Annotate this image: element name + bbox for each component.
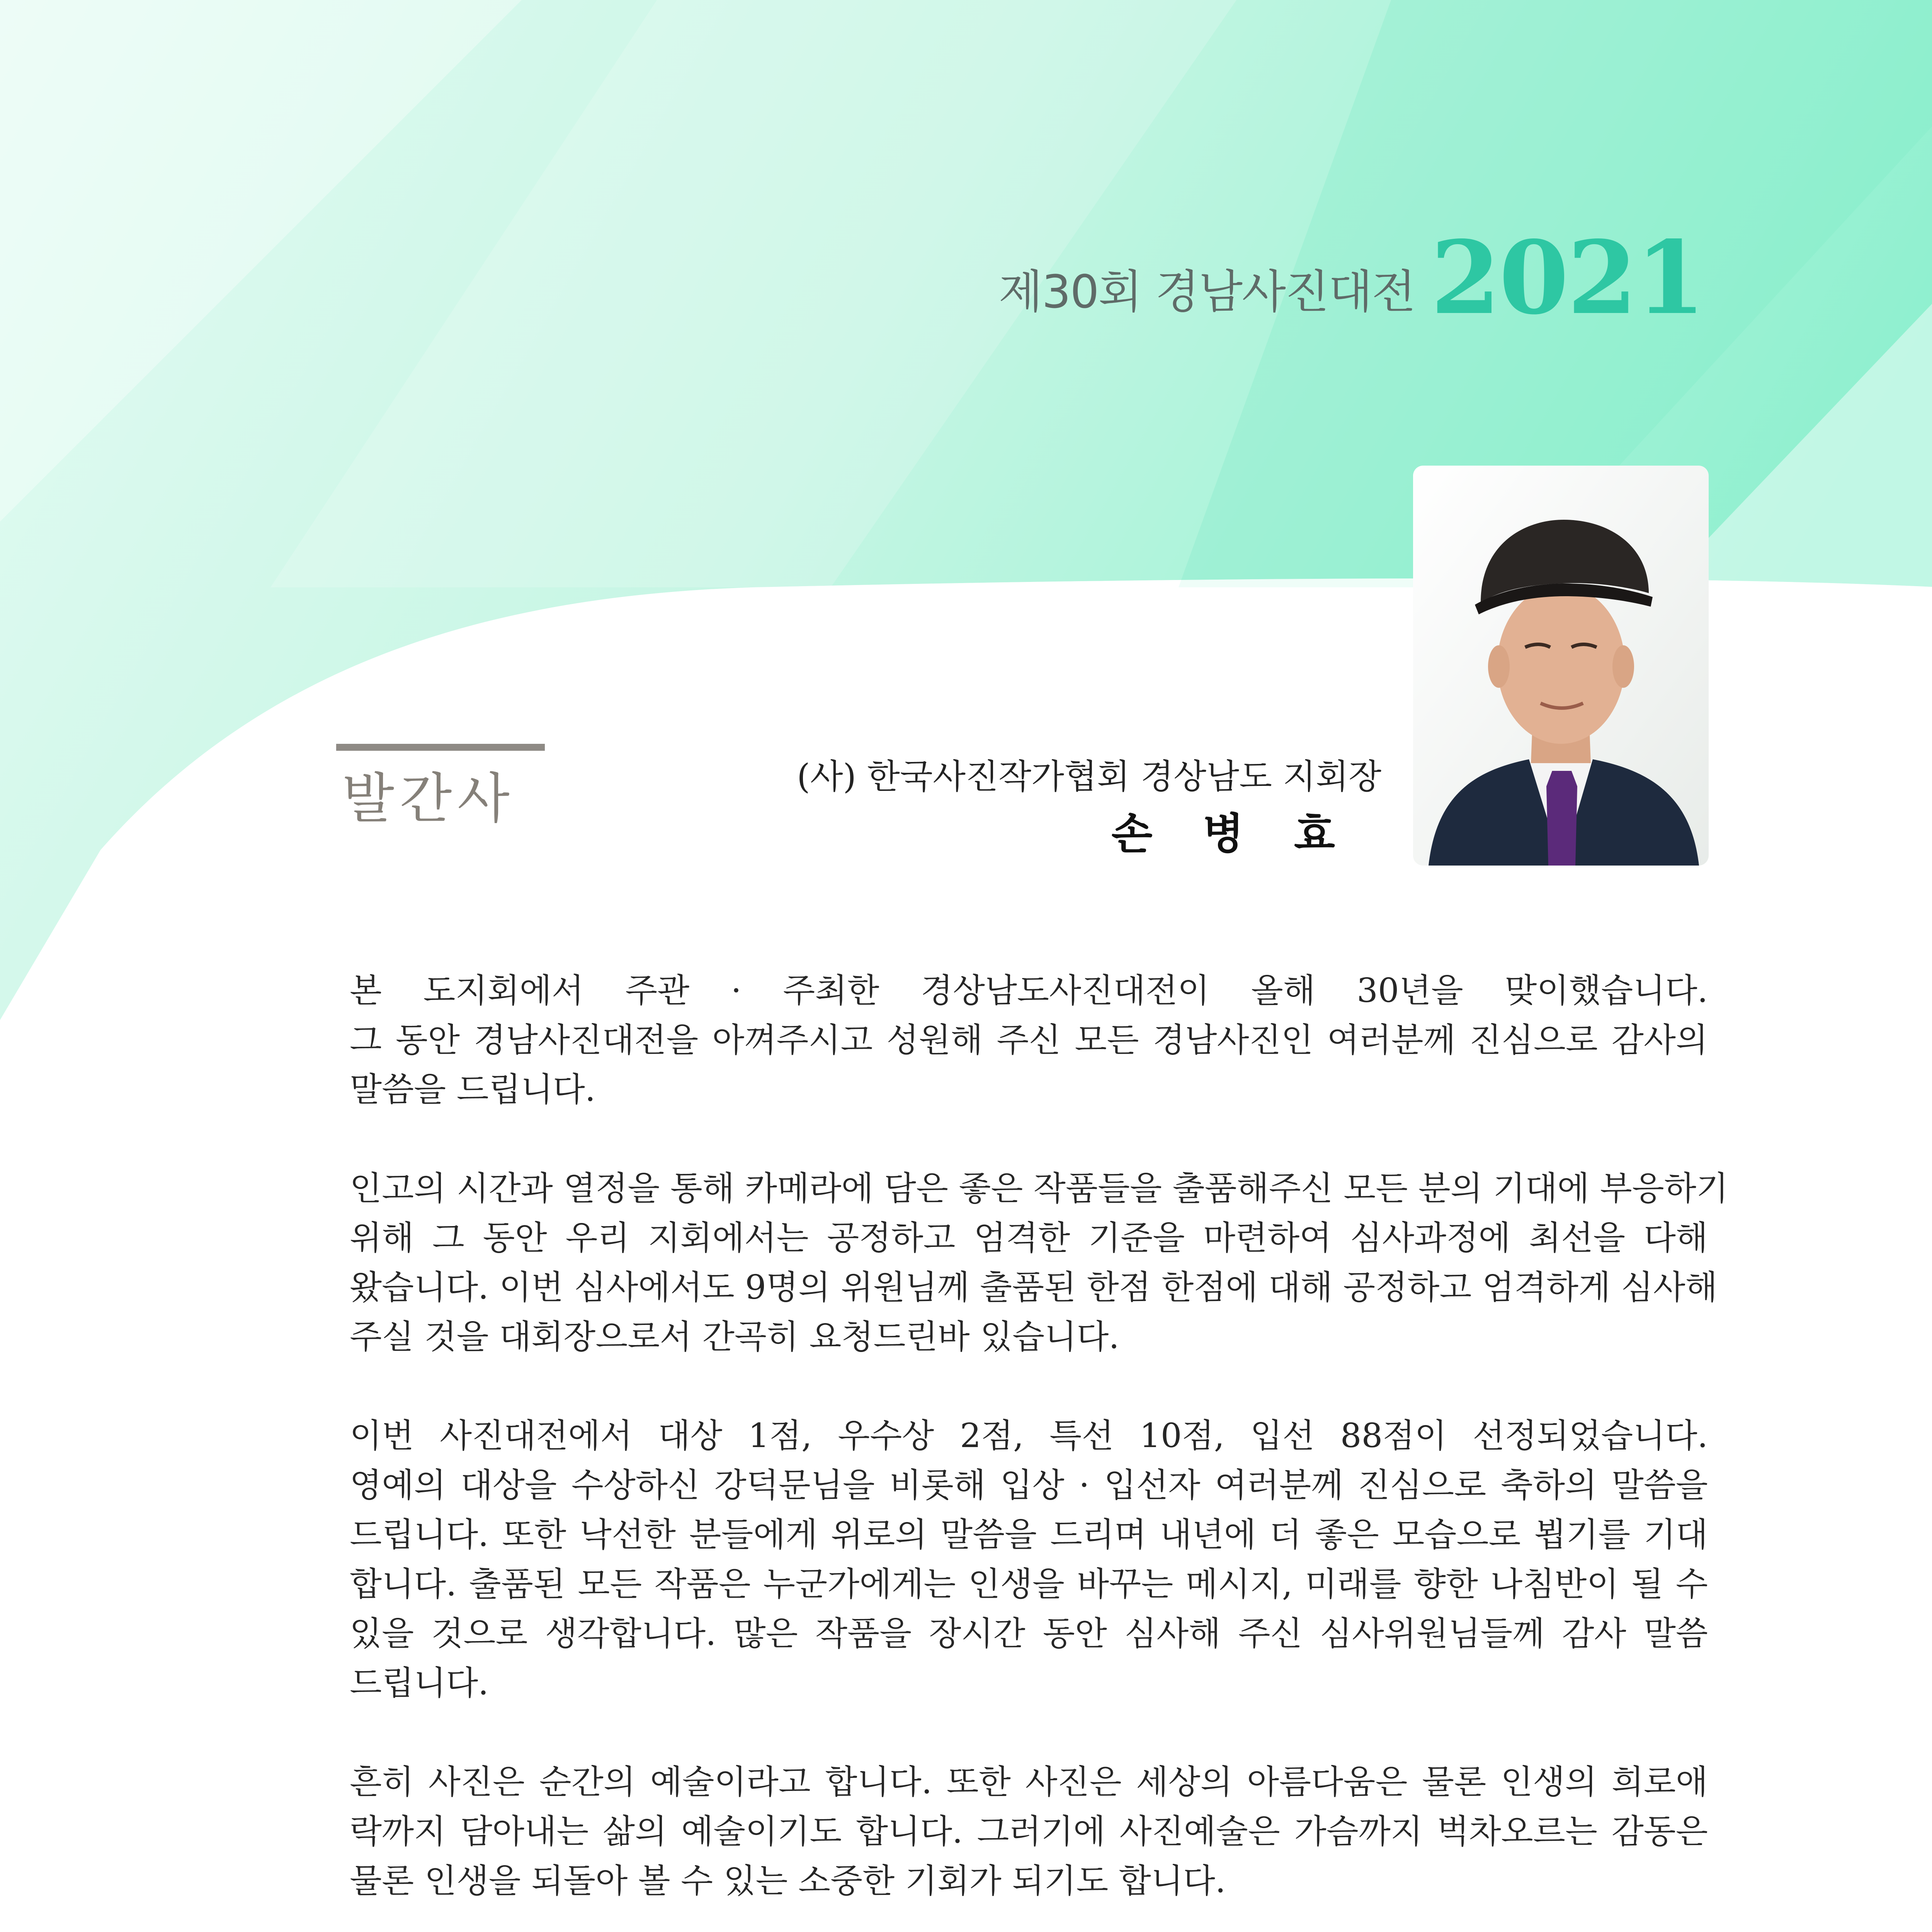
paragraph-line: 위해 그 동안 우리 지회에서는 공정하고 엄격한 기준을 마련하여 심사과정에 최선을 다해: [350, 1219, 1708, 1257]
paragraph-line: 드립니다.: [350, 1664, 489, 1702]
paragraph-line: 이번 사진대전에서 대상 1점, 우수상 2점, 특선 10점, 입선 88점이 선정되었습니다.: [350, 1417, 1708, 1455]
paragraph-line: 합니다. 출품된 모든 작품은 누군가에게는 인생을 바꾸는 메시지, 미래를 향한 나침반이 될 수: [350, 1565, 1708, 1604]
paragraph: [350, 1164, 1729, 1362]
contest-year: 2021: [1430, 219, 1704, 337]
paragraph-line: 주실 것을 대회장으로서 간곡히 요청드린바 있습니다.: [350, 1318, 1119, 1356]
paragraph: [350, 1411, 1708, 1708]
section-divider: [336, 744, 545, 751]
paragraph-line: 본 도지회에서 주관 · 주최한 경상남도사진대전이 올해 30년을 맞이했습니다.: [350, 971, 1708, 1010]
letter-body: [350, 966, 1729, 1932]
paragraph-line: 인고의 시간과 열정을 통해 카메라에 담은 좋은 작품들을 출품해주신 모든 분의 기대에 부응하기: [350, 1169, 1729, 1208]
author-organization: (사) 한국사진작가협회 경상남도 지회장: [797, 757, 1381, 796]
paragraph-line: 흔히 사진은 순간의 예술이라고 합니다. 또한 사진은 세상의 아름다움은 물론 인생의 희로애: [350, 1763, 1708, 1801]
paragraph: [350, 1757, 1708, 1906]
paragraph-line: 락까지 담아내는 삶의 예술이기도 합니다. 그러기에 사진예술은 가슴까지 벅차오르는 감동은: [350, 1812, 1708, 1851]
paragraph-line: 물론 인생을 되돌아 볼 수 있는 소중한 기회가 되기도 합니다.: [350, 1862, 1226, 1900]
paragraph-line: 영예의 대상을 수상하신 강덕문님을 비롯해 입상 · 입선자 여러분께 진심으로 축하의 말씀을: [350, 1466, 1708, 1505]
paragraph-line: 왔습니다. 이번 심사에서도 9명의 위원님께 출품된 한점 한점에 대해 공정하고 엄격하게 심사해: [350, 1268, 1718, 1307]
paragraph-line: 있을 것으로 생각합니다. 많은 작품을 장시간 동안 심사해 주신 심사위원님들께 감사 말씀: [350, 1614, 1708, 1653]
section-title: 발간사: [342, 767, 515, 830]
paragraph: [350, 966, 1708, 1114]
paragraph-line: 그 동안 경남사진대전을 아껴주시고 성원해 주신 모든 경남사진인 여러분께 진심으로 감사의: [350, 1021, 1708, 1060]
contest-title: 제30회 경남사진대전: [998, 265, 1415, 318]
paragraph-line: 드립니다. 또한 낙선한 분들에게 위로의 말씀을 드리며 내년에 더 좋은 모습으로 뵙기를 기대: [350, 1515, 1708, 1554]
paragraph-line: 말씀을 드립니다.: [350, 1070, 596, 1109]
portrait-photo: [1413, 466, 1709, 866]
author-name: 손병효: [1111, 809, 1385, 859]
